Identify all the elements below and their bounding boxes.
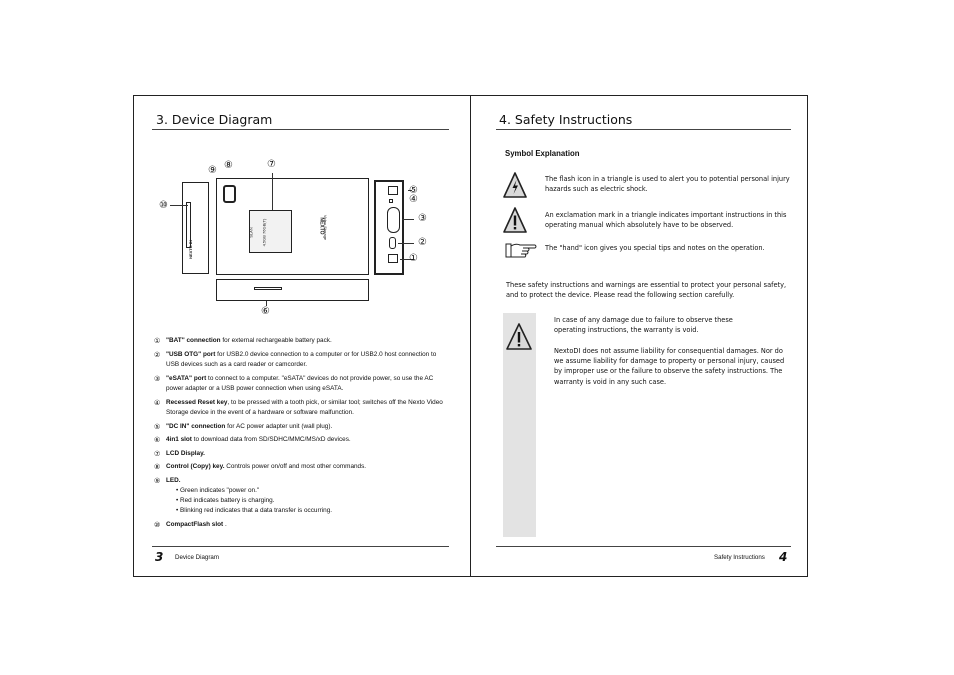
callout-10: ⑩ [159, 200, 168, 211]
dc-in-port [388, 186, 398, 195]
footer-label-right: Safety Instructions [714, 554, 765, 561]
legend-item-9: ⑨ LED. • Green indicates "power on." • Red indicates battery is charging. • Blinking red indicates that a data transfer is occurring. [154, 476, 446, 516]
exclamation-triangle-icon [506, 323, 532, 350]
lcd-line1: SLAN [248, 227, 254, 238]
symbol-heading: Symbol Explanation [505, 149, 580, 158]
page-title-safety: 4. Safety Instructions [499, 112, 633, 127]
legend-item-7: ⑦ LCD Display. [154, 449, 205, 458]
legend-item-1: ① "BAT" connection for external rechargeable battery pack. [154, 337, 332, 345]
usb-otg-port [389, 237, 396, 249]
legend-item-10: ⑩ CompactFlash slot . [154, 520, 227, 529]
legend-item-3: ③ "eSATA" port to connect to a computer. "eSATA" devices do not provide power, so use the AC power adapter or a USB power connection when using eSATA. [154, 374, 434, 392]
callout-5: ⑤ [409, 185, 418, 196]
safety-intro: These safety instructions and warnings are essential to protect your personal safety, and to protect the device. Please read the following section carefully. [506, 281, 787, 300]
callout-6: ⑥ [261, 306, 270, 317]
led-bullet: • Red indicates battery is charging. [176, 497, 275, 505]
symbol-text-hand: The "hand" icon gives you special tips and notes on the operation. [545, 244, 765, 252]
footer-rule-right [496, 546, 791, 547]
callout-line-7 [272, 173, 273, 210]
callout-4: ④ [409, 194, 418, 205]
callout-line-2 [398, 243, 414, 244]
title-rule [152, 129, 449, 130]
legend-item-5: ⑤ "DC IN" connection for AC power adapter unit (wall plug). [154, 422, 333, 431]
page-divider [470, 95, 471, 577]
legend-item-8: ⑧ Control (Copy) key. Controls power on/off and most other commands. [154, 463, 367, 472]
callout-line-3 [402, 219, 414, 220]
callout-1: ① [409, 253, 418, 264]
legend-item-4: ④ Recessed Reset key, to be pressed with a tooth pick, or similar tool; switches off the Nexto Video Storage device in the event of a hardware or software malfunction. [154, 398, 443, 416]
page-number-right: 4 [779, 550, 788, 564]
callout-3: ③ [418, 213, 427, 224]
warning-paragraph-2: NextoDI does not assume liability for consequential damages. Nor do we assume liability for damage to property or personal injury, caused by improper use or the failure to observe the safety instructions. The warranty is void in any such case. [554, 347, 785, 386]
callout-8: ⑧ [224, 160, 233, 171]
device-brand-text: NEXTO [318, 217, 325, 235]
copy-key [223, 185, 236, 203]
led-bullets [166, 486, 446, 516]
esata-port [387, 207, 400, 233]
footer-rule-left [152, 546, 449, 547]
callout-7: ⑦ [267, 159, 276, 170]
hand-icon [504, 241, 538, 259]
legend-item-6: ⑥ 4in1 slot to download data from SD/SDHC/MMC/MS/xD devices. [154, 436, 351, 445]
device-diagram [150, 155, 450, 320]
exclamation-triangle-icon [503, 207, 527, 233]
flash-triangle-icon [503, 172, 527, 198]
callout-9: ⑨ [208, 165, 217, 176]
reset-key [389, 199, 393, 203]
title-rule [496, 129, 791, 130]
page-title-device-diagram: 3. Device Diagram [156, 112, 273, 127]
device-sub-text: Video Storage [323, 214, 329, 241]
symbol-text-exclamation: An exclamation mark in a triangle indicates important instructions in this operating manual which absolutely have to be observed. [545, 211, 787, 230]
lcd-display [249, 210, 292, 253]
led-bullet: • Green indicates "power on." [176, 487, 260, 495]
legend-item-2: ② "USB OTG" port for USB2.0 device connection to a computer or for USB2.0 host connection to USB devices such as a card reader or camcorder. [154, 350, 437, 368]
callout-line-10 [170, 205, 188, 206]
warning-paragraph-1: In case of any damage due to failure to observe these operating instructions, the warranty is void. [554, 316, 733, 335]
bat-port [388, 254, 398, 263]
page-number-left: 3 [155, 550, 164, 564]
footer-label-left: Device Diagram [175, 554, 220, 561]
4in1-slot [254, 287, 282, 290]
device-bottom [216, 279, 369, 301]
diagram-legend [154, 336, 446, 533]
lcd-line2: 4.5GB 76GB(T) [261, 218, 267, 247]
device-body [216, 178, 369, 275]
callout-2: ② [418, 237, 427, 248]
symbol-text-flash: The flash icon in a triangle is used to alert you to potential personal injury hazards such as electric shock. [545, 175, 790, 194]
led-bullet: • Blinking red indicates that a data transfer is occurring. [176, 507, 333, 515]
side-label: NEXTO DI [187, 240, 193, 259]
